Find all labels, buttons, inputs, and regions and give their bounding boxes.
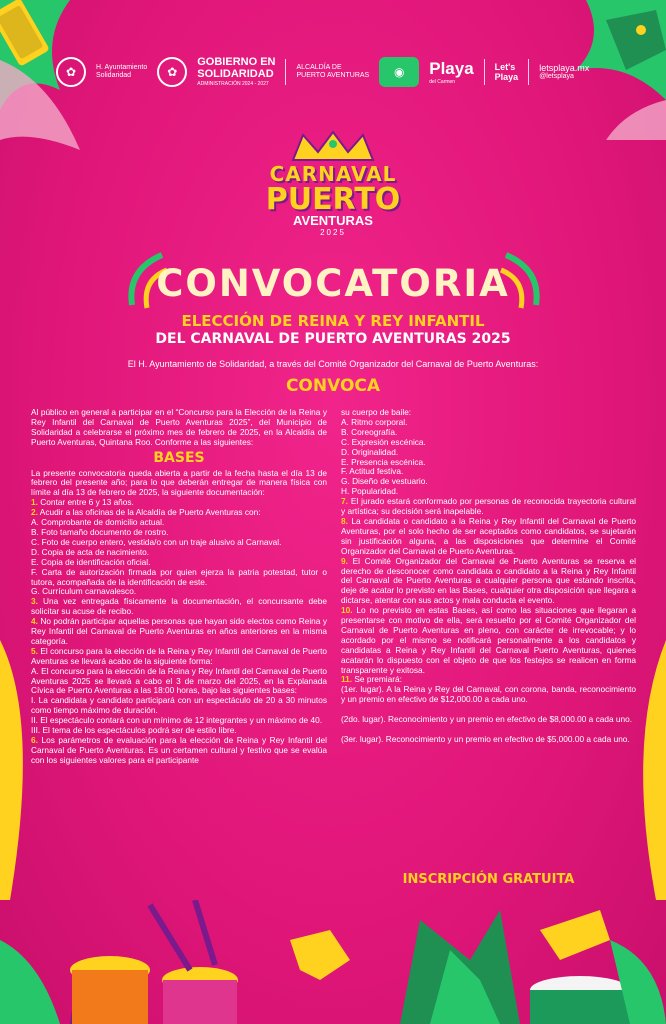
solidaridad-seal-icon: ✿	[56, 57, 86, 87]
subtitle-carnival: DEL CARNAVAL DE PUERTO AVENTURAS 2025	[155, 331, 511, 347]
prize-first: (1er. lugar). A la Reina y Rey del Carnaval, con corona, banda, reconocimiento y un premio en efectivo de $12,000.00 a cada uno.	[341, 684, 636, 705]
list-item: 11. Se premiará:	[341, 674, 402, 685]
list-subitem: E. Copia de identificación oficial.	[31, 556, 151, 567]
convoca-heading: CONVOCA	[285, 376, 381, 396]
list-subitem: D. Copia de acta de nacimiento.	[31, 546, 150, 557]
list-subitem: F. Actitud festiva.	[341, 466, 404, 477]
list-subitem: A. Comprobante de domicilio actual.	[31, 517, 165, 528]
list-subitem: G. Currículum carnavalesco.	[31, 586, 137, 597]
list-item: 6. Los parámetros de evaluación para la elección de Reina y Rey Infantil del Carnaval de Puerto Aventuras. Es un certamen cultural y festivo que se evalúa con los siguientes valores para el participante	[31, 735, 327, 765]
list-subitem: B. Coreografía.	[341, 426, 398, 437]
header-logos	[56, 52, 616, 92]
page-title: CONVOCATORIA	[156, 262, 510, 305]
list-subitem: C. Expresión escénica.	[341, 436, 426, 447]
list-subitem: I. La candidata y candidato participará con un espectáculo de 20 a 30 minutos como tiempo máximo de duración.	[31, 695, 327, 716]
bases-paragraph: La presente convocatoria queda abierta a partir de la fecha hasta el día 13 de febrero del presente año; para lo que deberán entregar de manera física con límite al día 13 de febrero de 2025, la siguiente documentación:	[31, 467, 327, 498]
bottom-drums-decoration	[0, 900, 666, 1024]
subtitle-election: ELECCIÓN DE REINA Y REY INFANTIL	[181, 312, 485, 330]
gobierno-seal-icon: ✿	[157, 57, 187, 87]
logo-divider	[484, 59, 485, 85]
continuation-text: su cuerpo de baile:	[341, 407, 412, 417]
logo-alcaldia: ALCALDÍA DE PUERTO AVENTURAS	[296, 63, 370, 79]
list-subitem: E. Presencia escénica.	[341, 456, 426, 467]
prize-third: (3er. lugar). Reconocimiento y un premio en efectivo de $5,000.00 a cada uno.	[341, 734, 630, 745]
logo-playa: Playa del Carmen	[429, 59, 474, 85]
logo-divider	[285, 59, 286, 85]
list-item: 5. El concurso para la elección de la Reina y Rey Infantil del Carnaval de Puerto Aventuras se llevará acabo de la siguiente forma:	[31, 645, 327, 666]
logo-gobierno: GOBIERNO EN SOLIDARIDAD ADMINISTRACIÓN 2024 - 2027	[197, 56, 276, 87]
prize-second: (2do. lugar). Reconocimiento y un premio en efectivo de $8,000.00 a cada uno.	[341, 714, 633, 725]
list-item: 7. El jurado estará conformado por personas de reconocida trayectoria cultural y artística; su decisión será inapelable.	[341, 496, 636, 517]
logo-ayuntamiento: H. Ayuntamiento Solidaridad	[96, 63, 148, 79]
list-item: 4. No podrán participar aquellas personas que hayan sido electos como Reina y Rey Infantil del Carnaval de Puerto Aventuras en años anteriores en la misma categoría.	[31, 616, 327, 646]
right-column	[341, 408, 636, 745]
list-subitem: D. Originalidad.	[341, 446, 399, 457]
carnaval-logo: CARNAVAL PUERTO AVENTURAS 2025	[258, 130, 408, 250]
list-item: 10. Lo no previsto en estas Bases, así como las situaciones que llegaran a presentarse con motivo de ella, será resuelto por el Comité Organizador del Carnaval de Puerto Aventuras en pleno, con carácter de irrevocable; y lo acordado por el mismo se notificará personalmente a los candidatos y candidatas a Reina y Rey Infantil del Carnaval Puerto Aventuras, quienes acatarán lo dispuesto con el objeto de que los festejos se realicen en forma transparente y exitosa.	[341, 605, 636, 675]
list-item: 9. El Comité Organizador del Carnaval de Puerto Aventuras se reserva el derecho de desconocer como candidata o candidato a la Reina y Rey Infantil del Carnaval de Puerto Aventuras a cualquier persona que estando inscrita, deje de acatar lo previsto en las Bases, cualquier otra disposición que llegara a dictarse, atentar con sus actos y mala conducta el evento.	[341, 555, 636, 606]
list-subitem: B. Foto tamaño documento de rostro.	[31, 526, 169, 537]
list-subitem: III. El tema de los espectáculos podrá ser de estilo libre.	[31, 725, 237, 736]
list-item: 2. Acudir a las oficinas de la Alcaldía de Puerto Aventuras con:	[31, 507, 261, 518]
left-column	[31, 408, 327, 766]
mask-logo-icon: ◉	[379, 57, 419, 87]
list-item: 1. Contar entre 6 y 13 años.	[31, 497, 134, 508]
invitation-paragraph: Al público en general a participar en el “Concurso para la Elección de la Reina y Rey Infantil del Carnaval de Puerto Aventuras 2025”, del Municipio de Solidaridad a celebrarse el próximo mes de febrero de 2025, en la Alcaldía de Puerto Aventuras, Quintana Roo. Conforme a las siguientes:	[31, 407, 327, 447]
logo-web: letsplaya.mx @letsplaya	[539, 62, 590, 81]
logo-letsplaya: Let's Playa	[494, 61, 519, 82]
list-subitem: H. Popularidad.	[341, 486, 399, 497]
intro-text: El H. Ayuntamiento de Solidaridad, a través del Comité Organizador del Carnaval de Puerto Aventuras:	[127, 359, 539, 369]
inscripcion-gratuita: INSCRIPCIÓN GRATUITA	[402, 872, 575, 887]
list-item: 3. Una vez entregada físicamente la documentación, el concursante debe solicitar su acuse de recibo.	[31, 596, 328, 617]
list-subitem: C. Foto de cuerpo entero, vestida/o con un traje alusivo al Carnaval.	[31, 536, 282, 547]
list-subitem: G. Diseño de vestuario.	[341, 476, 428, 487]
logo-divider	[528, 59, 529, 85]
list-subitem: II. El espectáculo contará con un mínimo de 12 integrantes y un máximo de 40.	[31, 715, 323, 726]
list-subitem: F. Carta de autorización firmada por quien ejerza la patria potestad, tutor o tutora, acompañada de la identificación de este.	[31, 566, 327, 587]
crown-icon	[288, 130, 378, 164]
list-subitem: A. Ritmo corporal.	[341, 416, 408, 427]
list-item: 8. La candidata o candidato a la Reina y Rey Infantil del Carnaval de Puerto Aventuras, por el solo hecho de ser aceptados como candidatos, se sujetarán sin justificación alguna, a las disposiciones que determine el Comité Organizador del Carnaval de Puerto Aventuras.	[341, 515, 636, 556]
bases-heading: BASES	[153, 449, 205, 466]
list-subitem: A. El concurso para la elección de la Reina y Rey Infantil del Carnaval de Puerto Aventuras 2025 se llevará a cabo el 3 de marzo del 2025, en la Explanada Cívica de Puerto Aventuras a las 18:00 horas, bajo las siguientes bases:	[31, 665, 327, 696]
